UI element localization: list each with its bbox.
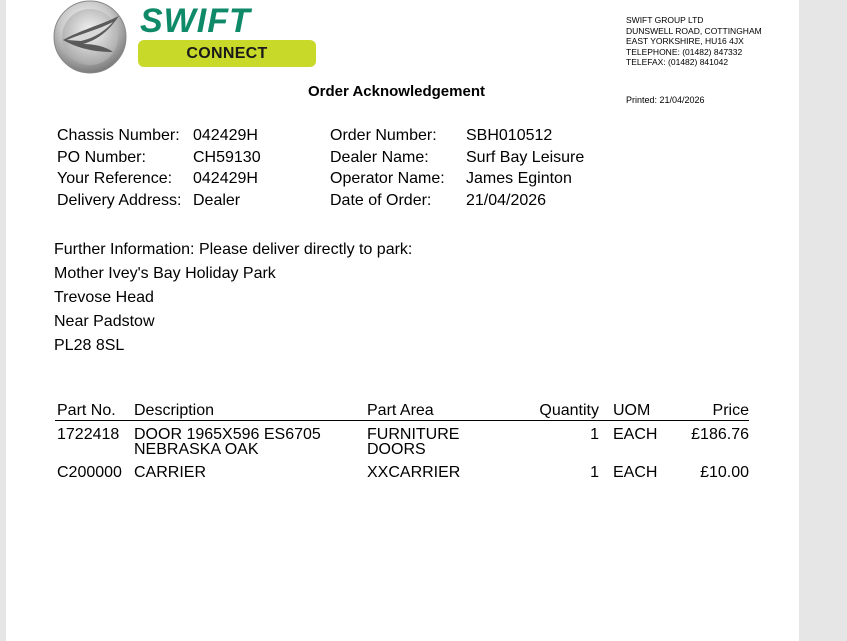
header-quantity: Quantity xyxy=(539,402,599,419)
further-line: Near Padstow xyxy=(54,313,155,330)
operator-label: Operator Name: xyxy=(330,170,445,187)
logo-text: SWIFT xyxy=(140,3,251,37)
cell-uom: EACH xyxy=(613,426,658,443)
further-line: PL28 8SL xyxy=(54,337,125,354)
header-part: Part No. xyxy=(57,402,116,419)
further-line: Further Information: Please deliver directly to park: xyxy=(54,241,413,258)
po-value: CH59130 xyxy=(193,148,261,166)
right-info-values xyxy=(466,125,584,211)
cell-price: £10.00 xyxy=(700,464,749,481)
sub-brand-label: CONNECT xyxy=(186,45,268,62)
header-uom: UOM xyxy=(613,402,651,419)
company-line: TELEFAX: (01482) 841042 xyxy=(626,57,729,68)
company-line: EAST YORKSHIRE, HU16 4JX xyxy=(626,36,744,47)
further-line: Mother Ivey's Bay Holiday Park xyxy=(54,265,276,282)
swift-badge-icon xyxy=(53,0,127,74)
dealer-label: Dealer Name: xyxy=(330,148,429,166)
company-line: SWIFT GROUP LTD xyxy=(626,15,704,25)
cell-part: C200000 xyxy=(57,464,122,481)
reference-label: Your Reference: xyxy=(57,170,173,187)
table-row xyxy=(55,427,749,465)
printed-date: Printed: 21/04/2026 xyxy=(626,95,705,105)
area-line: FURNITURE xyxy=(367,426,460,443)
page-title: Order Acknowledgement xyxy=(308,83,485,100)
chassis-label: Chassis Number: xyxy=(57,127,180,144)
cell-quantity: 1 xyxy=(590,464,599,481)
cell-part-area xyxy=(367,427,459,457)
company-line: TELEPHONE: (01482) 847332 xyxy=(626,46,743,57)
order-number-value: SBH010512 xyxy=(466,127,553,144)
header-price: Price xyxy=(712,402,749,419)
cell-uom: EACH xyxy=(613,464,658,481)
operator-value: James Eginton xyxy=(466,170,572,187)
cell-price: £186.76 xyxy=(691,426,749,443)
chassis-value: 042429H xyxy=(193,127,258,144)
further-information xyxy=(54,238,412,358)
delivery-label: Delivery Address: xyxy=(57,191,182,209)
cell-description: CARRIER xyxy=(134,464,207,481)
desc-line: DOOR 1965X596 ES6705 xyxy=(134,426,321,443)
company-address xyxy=(626,15,762,68)
order-date-value: 21/04/2026 xyxy=(466,191,547,209)
table-header xyxy=(55,402,749,421)
order-number-label: Order Number: xyxy=(330,127,437,144)
table-row xyxy=(55,465,749,485)
document-page xyxy=(6,0,799,641)
dealer-value: Surf Bay Leisure xyxy=(466,148,585,166)
right-info-labels xyxy=(330,125,445,211)
parts-table xyxy=(55,402,749,485)
cell-quantity: 1 xyxy=(590,426,599,443)
swift-logo-wordmark xyxy=(138,3,318,37)
connect-pill xyxy=(138,40,316,67)
delivery-value: Dealer xyxy=(193,191,241,209)
company-line: DUNSWELL ROAD, COTTINGHAM xyxy=(626,25,762,36)
cell-part-area: XXCARRIER xyxy=(367,464,461,481)
po-label: PO Number: xyxy=(57,148,146,166)
header-part-area: Part Area xyxy=(367,402,434,419)
reference-value: 042429H xyxy=(193,170,258,187)
left-info-labels xyxy=(57,125,182,211)
desc-line: NEBRASKA OAK xyxy=(134,441,259,458)
order-date-label: Date of Order: xyxy=(330,191,432,209)
cell-part: 1722418 xyxy=(57,426,120,443)
header-description: Description xyxy=(134,402,215,419)
left-info-values xyxy=(193,125,261,211)
area-line: DOORS xyxy=(367,441,426,458)
further-line: Trevose Head xyxy=(54,289,154,306)
cell-description xyxy=(134,427,321,457)
